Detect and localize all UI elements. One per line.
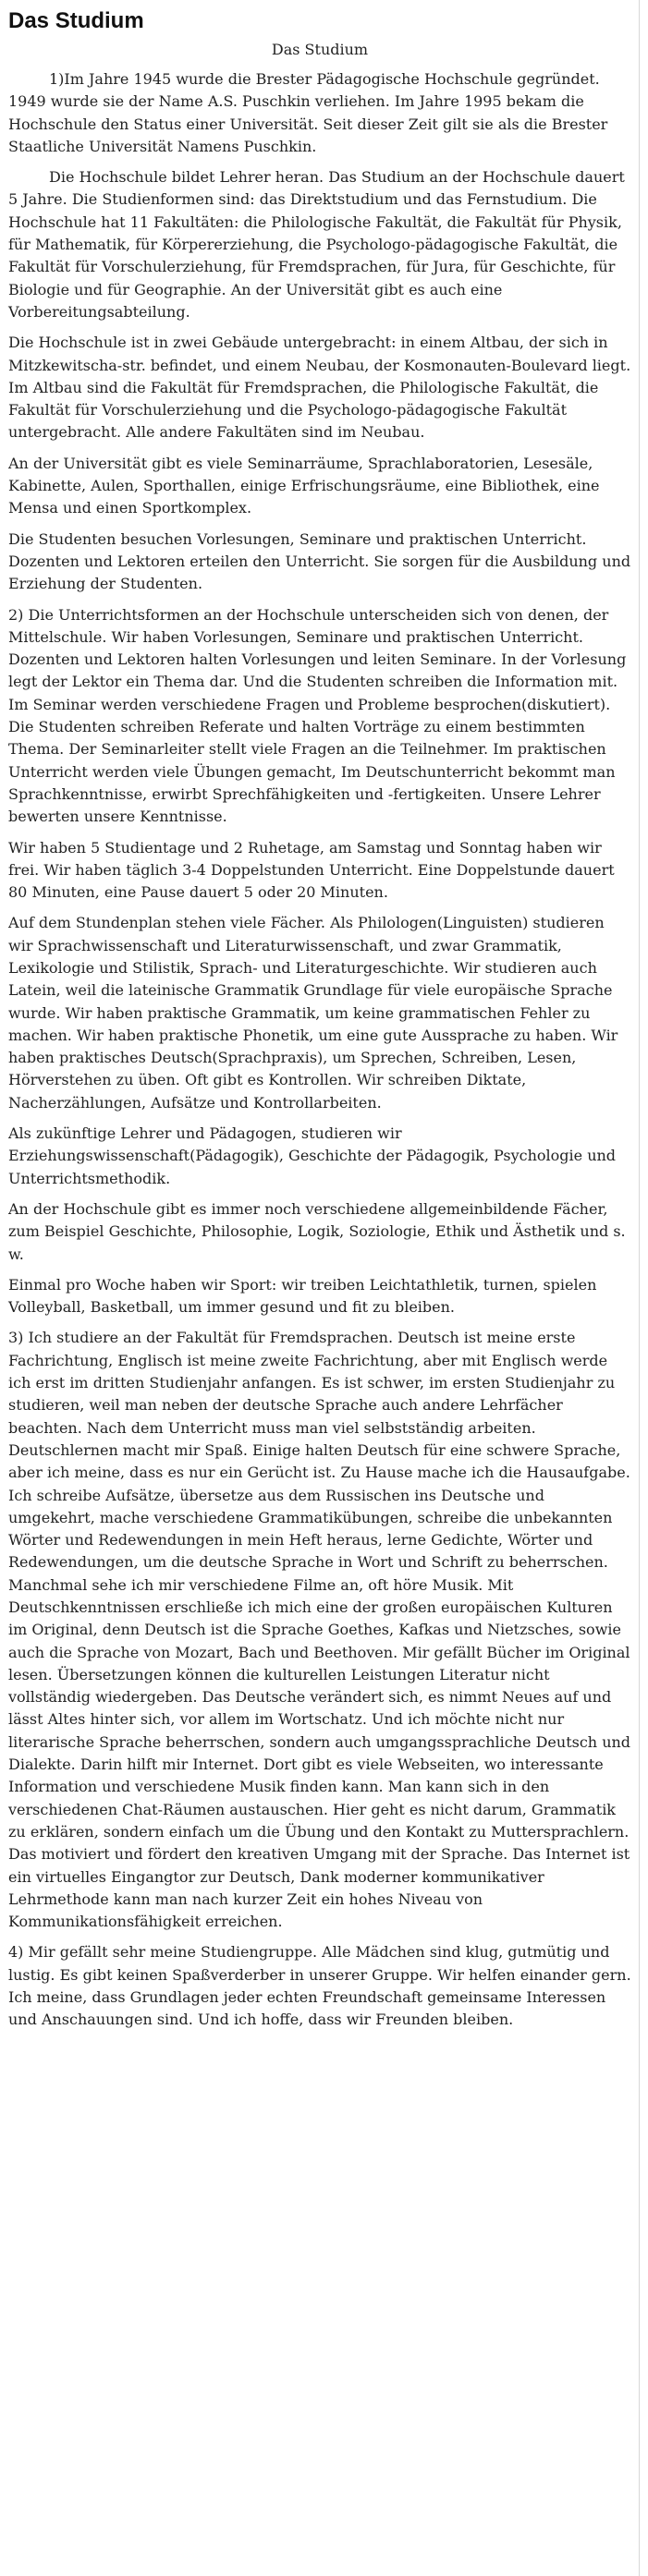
paragraph: Einmal pro Woche haben wir Sport: wir treiben Leichtathletik, turnen, spielen Volleyball, Basketball, um immer gesund und fit zu bleiben. <box>8 1275 597 1317</box>
paragraph: Auf dem Stundenplan stehen viele Fächer. Als Philologen(Linguisten) studieren wir Sprachwissenschaft und Literaturwissenschaft, und zwar Grammatik, Lexikologie und Stilistik, Sprach- und Literaturgeschichte. Wir studieren auch Latein, weil die lateinische Grammatik Grundlage für viele europäische Sprache wurde. Wir haben praktische Grammatik, um keine grammatischen Fehler zu machen. Wir haben praktische Phonetik, um eine gute Aussprache zu haben. Wir haben praktisches Deutsch(Sprachpraxis), um Sprechen, Schreiben, Lesen, Hörverstehen zu üben. Oft gibt es Kontrollen. Wir schreiben Diktate, Nacherzählungen, Aufsätze und Kontrollarbeiten. <box>8 914 618 1112</box>
page-title: Das Studium <box>8 8 144 33</box>
paragraph: Die Studenten besuchen Vorlesungen, Seminare und praktischen Unterricht. Dozenten und Lektoren erteilen den Unterricht. Sie sorgen für die Ausbildung und Erziehung der Studenten. <box>8 529 631 593</box>
paragraph: 1)Im Jahre 1945 wurde die Brester Pädagogische Hochschule gegründet. 1949 wurde sie der Name A.S. Puschkin verliehen. Im Jahre 1995 bekam die Hochschule den Status einer Universität. Seit dieser Zeit gilt sie als die Brester Staatliche Universität Namens Puschkin. <box>8 70 608 155</box>
paragraph: Wir haben 5 Studientage und 2 Ruhetage, am Samstag und Sonntag haben wir frei. Wir haben täglich 3-4 Doppelstunden Unterricht. Eine Doppelstunde dauert 80 Minuten, eine Pause dauert 5 oder 20 Minuten. <box>8 838 615 902</box>
paragraph: Als zukünftige Lehrer und Pädagogen, studieren wir Erziehungswissenschaft(Pädagogik), Geschichte der Pädagogik, Psychologie und Unterrichtsmethodik. <box>8 1124 617 1187</box>
paragraph: 2) Die Unterrichtsformen an der Hochschule unterscheiden sich von denen, der Mittelschule. Wir haben Vorlesungen, Seminare und praktischen Unterricht. Dozenten und Lektoren halten Vorlesungen und leiten Seminare. In der Vorlesung legt der Lektor ein Thema dar. Und die Studenten schreiben die Information mit. Im Seminar werden verschiedene Fragen und Probleme besprochen(diskutiert). Die Studenten schreiben Referate und halten Vorträge zu einem bestimmten Thema. Der Seminarleiter stellt viele Fragen an die Teilnehmer. Im praktischen Unterricht werden viele Übungen gemacht, Im Deutschunterricht bekommt man Sprachkenntnisse, erwirbt Sprechfähigkeiten und -fertigkeiten. Unsere Lehrer bewerten unsere Kenntnisse. <box>8 605 627 826</box>
paragraph: An der Universität gibt es viele Seminarräume, Sprachlaboratorien, Lesesäle, Kabinette, Aulen, Sporthallen, einige Erfrischungsräume, eine Bibliothek, eine Mensa und einen Sportkomplex. <box>8 454 600 517</box>
paragraph: Die Hochschule ist in zwei Gebäude untergebracht: in einem Altbau, der sich in Mitzkewitscha-str. befindet, und einem Neubau, der Kosmonauten-Boulevard liegt. Im Altbau sind die Fakultät für Fremdsprachen, die Philologische Fakultät, die Fakultät für Vorschulerziehung und die Psychologo-pädagogische Fakultät untergebracht. Alle andere Fakultäten sind im Neubau. <box>8 334 631 442</box>
document-caption: Das Studium <box>271 41 369 58</box>
paragraph: 3) Ich studiere an der Fakultät für Fremdsprachen. Deutsch ist meine erste Fachrichtung, Englisch ist meine zweite Fachrichtung, aber mit Englisch werde ich erst im dritten Studienjahr anfangen. Es ist schwer, im ersten Studienjahr zu studieren, weil man neben der deutsche Sprache auch andere Lehrfächer beachten. Nach dem Unterricht muss man viel selbstständig arbeiten. Deutschlernen macht mir Spaß. Einige halten Deutsch für eine schwere Sprache, aber ich meine, dass es nur ein Gerücht ist. Zu Hause mache ich die Hausaufgabe. Ich schreibe Aufsätze, übersetze aus dem Russischen ins Deutsche und umgekehrt, mache verschiedene Grammatikübungen, schreibe die unbekannten Wörter und Redewendungen in mein Heft heraus, lerne Gedichte, Wörter und Redewendungen, um die deutsche Sprache in Wort und Schrift zu beherrschen. Manchmal sehe ich mir verschiedene Filme an, oft höre Musik. Mit Deutschkenntnissen erschließe ich mich eine der großen europäischen Kulturen im Original, denn Deutsch ist die Sprache Goethes, Kafkas und Nietzsches, sowie auch die Sprache von Mozart, Bach und Beethoven. Mir gefällt Bücher im Original lesen. Übersetzungen können die kulturellen Leistungen Literatur nicht vollständig wiedergeben. Das Deutsche verändert sich, es nimmt Neues auf und lässt Altes hinter sich, vor allem im Wortschatz. Und ich möchte nicht nur literarische Sprache beherrschen, sondern auch umgangssprachliche Deutsch und Dialekte. Darin hilft mir Internet. Dort gibt es viele Webseiten, wo interessante Information und verschiedene Musik finden kann. Man kann sich in den verschiedenen Chat-Räumen austauschen. Hier geht es nicht darum, Grammatik zu erklären, sondern einfach um die Übung und den Kontakt zu Muttersprachlern. Das motiviert und fördert den kreativen Umgang mit der Sprache. Das Internet ist ein virtuelles Eingangtor zur Deutsch, Dank moderner kommunikativer Lehrmethode kann man nach kurzer Zeit ein hohes Niveau von Kommunikationsfähigkeit erreichen. <box>8 1329 631 1931</box>
paragraph: 4) Mir gefällt sehr meine Studiengruppe. Alle Mädchen sind klug, gutmütig und lustig. Es gibt keinen Spaßverderber in unserer Gruppe. Wir helfen einander gern. Ich meine, dass Grundlagen jeder echten Freundschaft gemeinsame Interessen und Anschauungen sind. Und ich hoffe, dass wir Freunden bleiben. <box>8 1943 631 2029</box>
paragraph: An der Hochschule gibt es immer noch verschiedene allgemeinbildende Fächer, zum Beispiel Geschichte, Philosophie, Logik, Soziologie, Ethik und Ästhetik und s. w. <box>8 1199 626 1263</box>
paragraph: Die Hochschule bildet Lehrer heran. Das Studium an der Hochschule dauert 5 Jahre. Die Studienformen sind: das Direktstudium und das Fernstudium. Die Hochschule hat 11 Fakultäten: die Philologische Fakultät, die Fakultät für Physik, für Mathematik, für Körpererziehung, die Psychologo-pädagogische Fakultät, die Fakultät für Vorschulerziehung, für Fremdsprachen, für Jura, für Geschichte, für Biologie und für Geographie. An der Universität gibt es auch eine Vorbereitungsabteilung. <box>8 168 625 321</box>
